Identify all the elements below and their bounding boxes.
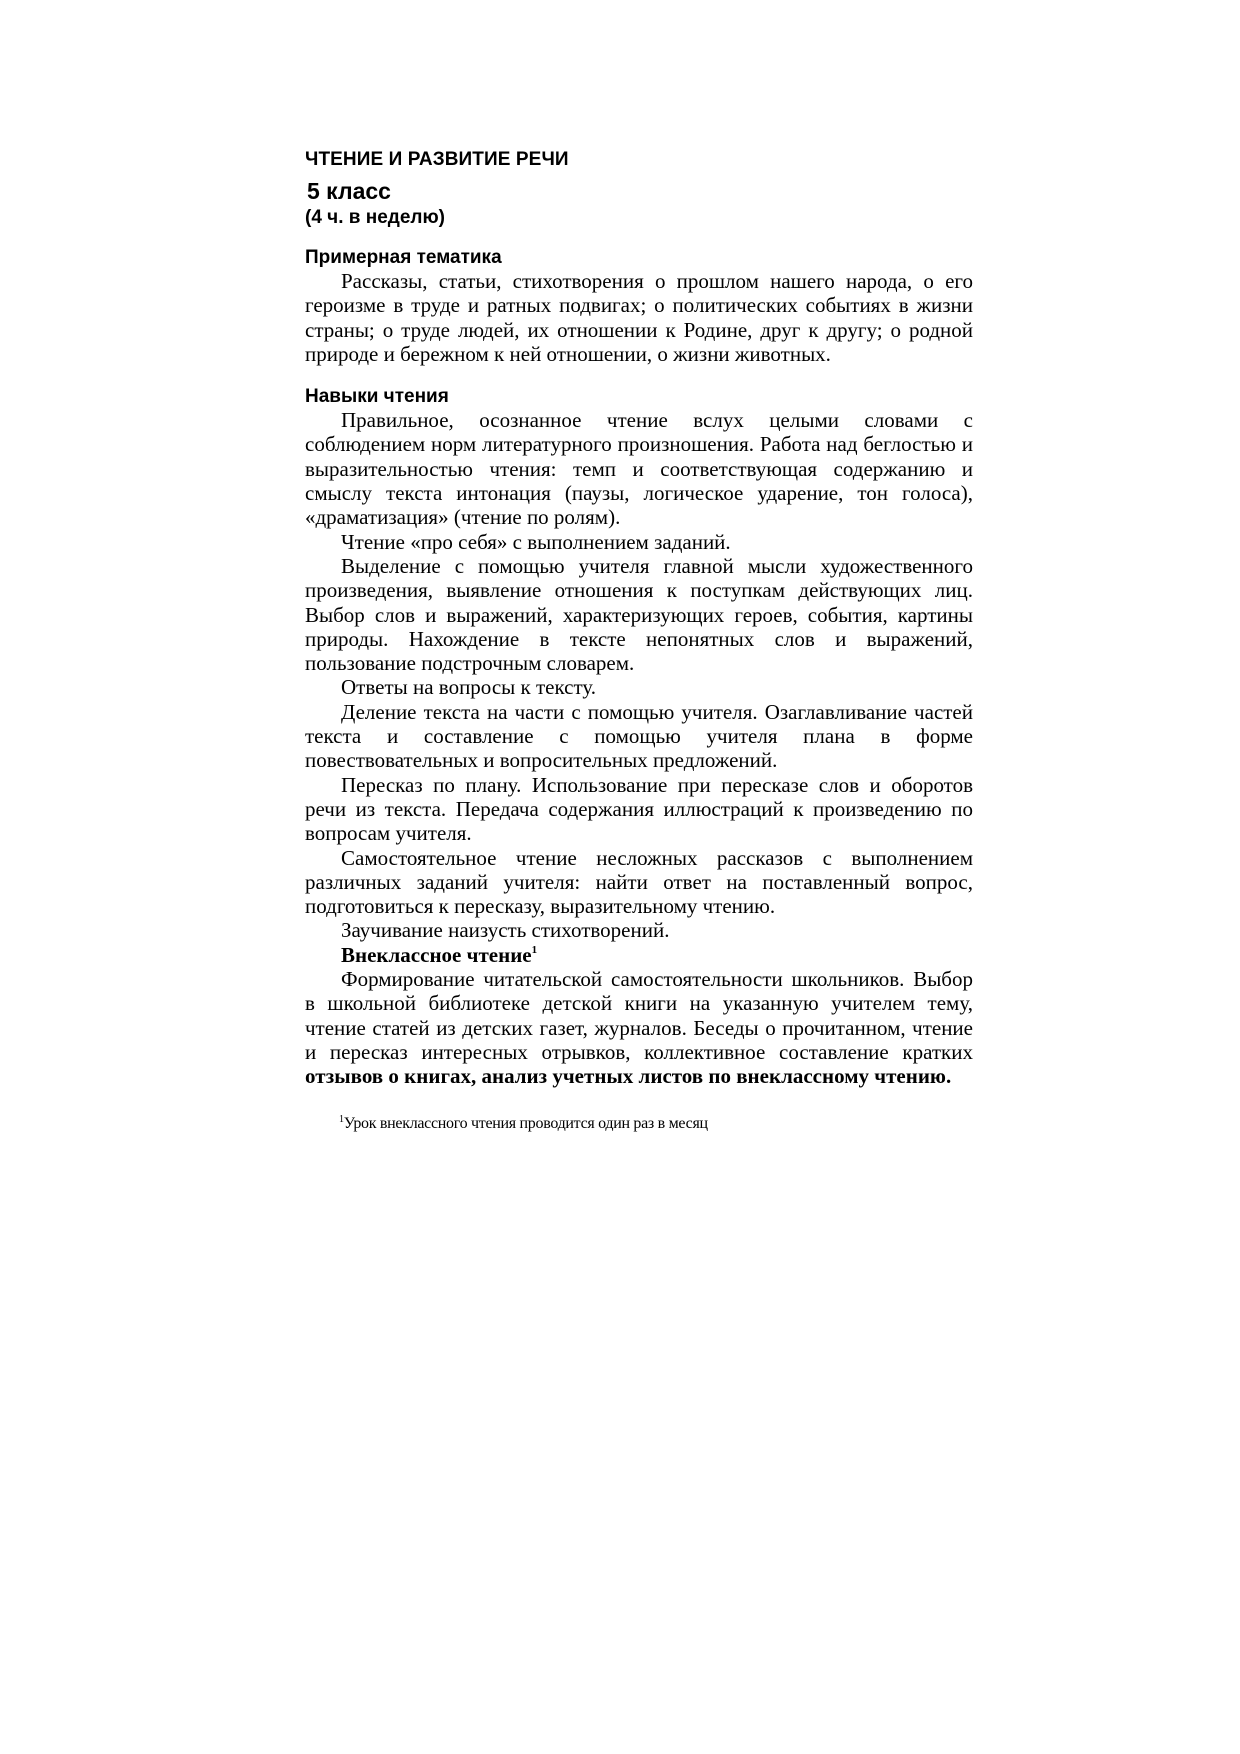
document-page: [305, 149, 973, 1133]
footnote: [339, 1115, 973, 1133]
topics-paragraph: Рассказы, статьи, стихотворения о прошлом нашего народа, о его героизме в труде и ратных подвигах; о политических событиях в жизни страны; о труде людей, их отношении к Родине, друг к другу; о родной природе и бережном к ней отношении, о жизни животных.: [305, 269, 973, 366]
section-title: ЧТЕНИЕ И РАЗВИТИЕ РЕЧИ: [305, 149, 569, 170]
topics-heading: Примерная тематика: [305, 247, 502, 268]
reading-skills-paragraph-3: Выделение с помощью учителя главной мысли художественного произведения, выявление отношения к поступкам действующих лиц. Выбор слов и выражений, характеризующих героев, события, картины природы. Нахождение в тексте непонятных слов и выражений, пользование подстрочным словарем.: [305, 553, 973, 676]
hours-per-week: (4 ч. в неделю): [305, 207, 446, 228]
extracurricular-text-bold: отзывов о книгах, анализ учетных листов по внеклассному чтению.: [305, 1064, 952, 1089]
footnote-reference: 1: [531, 943, 538, 956]
reading-skills-paragraph-6: Пересказ по плану. Использование при пересказе слов и оборотов речи из текста. Передача содержания иллюстраций к произведению по вопросам учителя.: [305, 772, 973, 846]
footnote-marker: 1: [339, 1113, 344, 1125]
reading-skills-heading: Навыки чтения: [305, 386, 449, 408]
extracurricular-heading: [305, 943, 973, 967]
extracurricular-paragraph: [305, 967, 973, 1088]
reading-skills-paragraph-1: Правильное, осознанное чтение вслух целыми словами с соблюдением норм литературного произношения. Работа над беглостью и выразительностью чтения: темп и соответствующая содержанию и смыслу текста интонация (паузы, логическое ударение, тон голоса), «драматизация» (чтение по ролям).: [305, 408, 973, 530]
grade-heading: 5 класс: [307, 178, 391, 204]
reading-skills-paragraph-4: Ответы на вопросы к тексту.: [341, 675, 597, 700]
reading-skills-paragraph-5: Деление текста на части с помощью учителя. Озаглавливание частей текста и составление с помощью учителя плана в форме повествовательных и вопросительных предложений.: [305, 699, 973, 773]
extracurricular-heading-text: Внеклассное чтение: [341, 942, 532, 967]
reading-skills-paragraph-8: Заучивание наизусть стихотворений.: [341, 918, 670, 943]
reading-skills-paragraph-2: Чтение «про себя» с выполнением заданий.: [341, 529, 731, 554]
reading-skills-paragraph-7: Самостоятельное чтение несложных рассказов с выполнением различных заданий учителя: найти ответ на поставленный вопрос, подготовиться к пересказу, выразительному чтению.: [305, 845, 973, 919]
extracurricular-text: Формирование читательской самостоятельности школьников. Выбор в школьной библиотеке детской книги на указанную учителем тему, чтение статей из детских газет, журналов. Беседы о прочитанном, чтение и пересказ интересных отрывков, коллективное составление кратких: [305, 967, 973, 1064]
footnote-text: Урок внеклассного чтения проводится один раз в месяц: [343, 1114, 708, 1132]
